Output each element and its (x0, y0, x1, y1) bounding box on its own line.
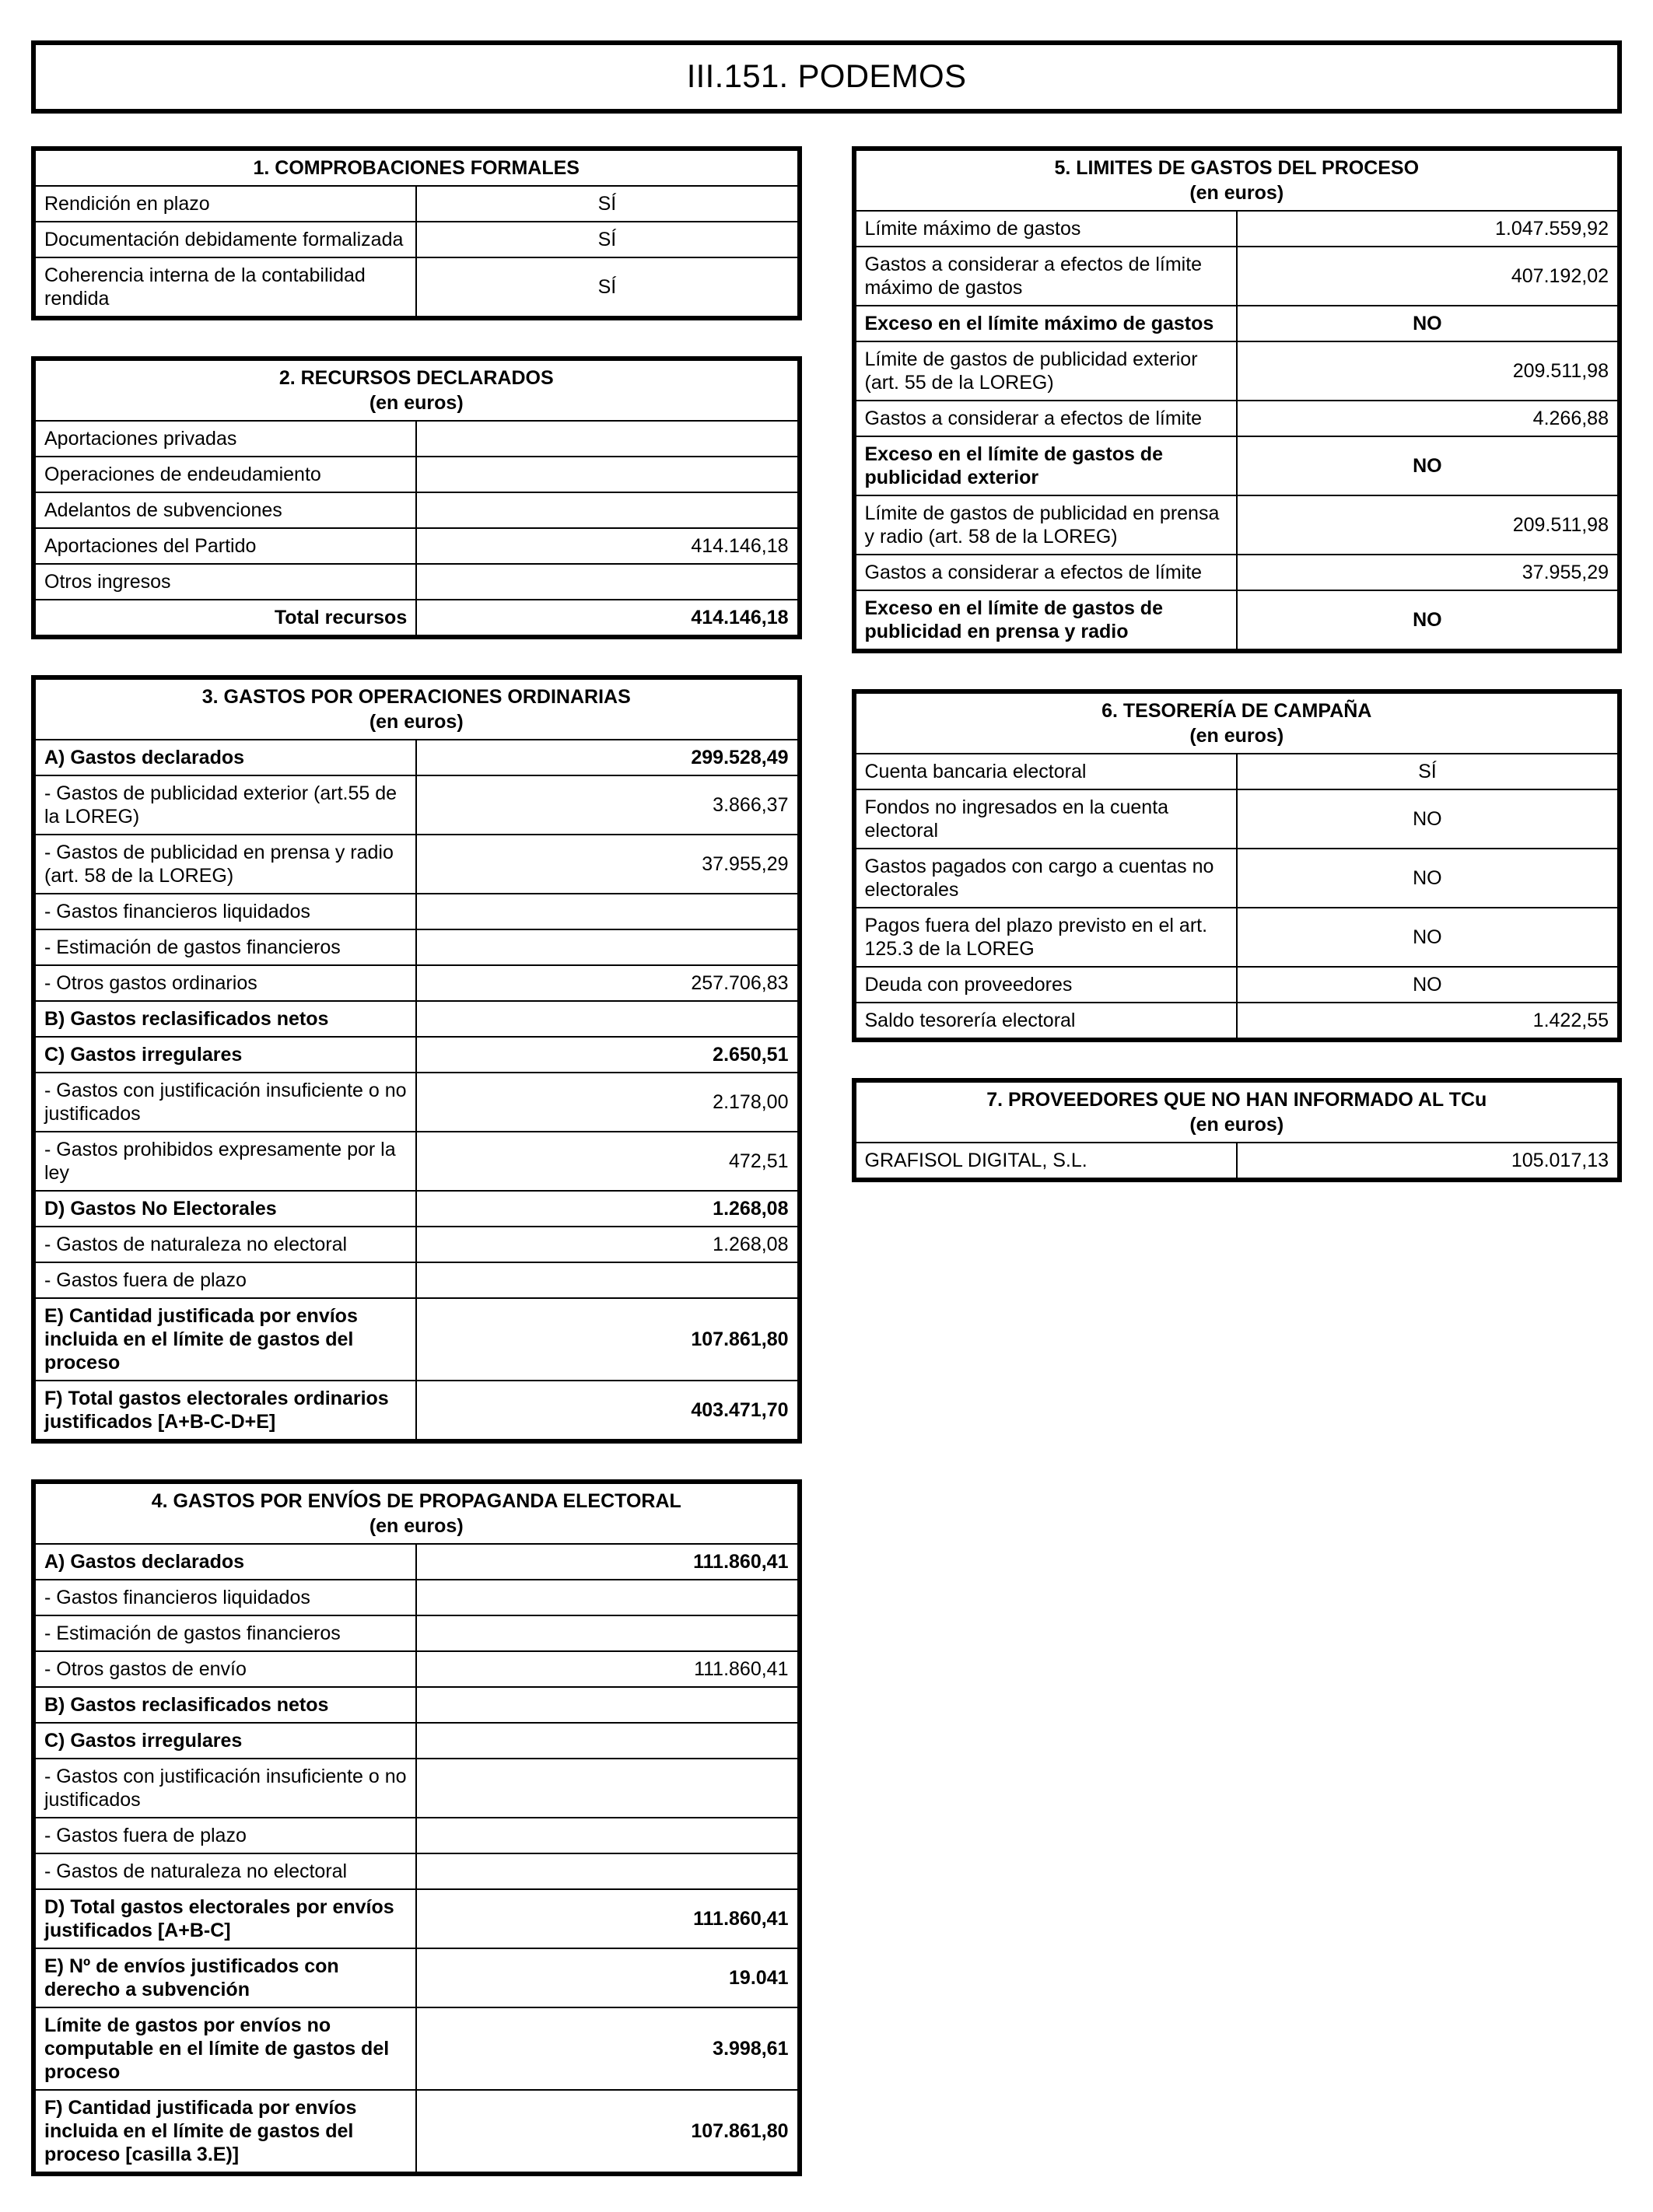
document-page (0, 40, 1653, 2199)
table-row (33, 1818, 800, 1853)
row-label: Pagos fuera del plazo previsto en el art. 125.3 de la LOREG (854, 908, 1237, 967)
table-title-text: 7. PROVEEDORES QUE NO HAN INFORMADO AL TCu (986, 1089, 1487, 1111)
table-title-text: 5. LIMITES DE GASTOS DEL PROCESO (1054, 157, 1420, 179)
row-label: Gastos a considerar a efectos de límite (854, 401, 1237, 436)
table-row (33, 1615, 800, 1651)
row-value: 1.268,08 (416, 1227, 799, 1262)
row-label: Gastos a considerar a efectos de límite (854, 555, 1237, 590)
row-label: D) Gastos No Electorales (33, 1191, 416, 1227)
row-value: 37.955,29 (1237, 555, 1620, 590)
row-value: 4.266,88 (1237, 401, 1620, 436)
table-row (33, 528, 800, 564)
row-label: - Gastos financieros liquidados (33, 1580, 416, 1615)
row-label: - Gastos fuera de plazo (33, 1262, 416, 1298)
table-row (854, 341, 1620, 401)
row-label: Cuenta bancaria electoral (854, 754, 1237, 789)
table-row (33, 1723, 800, 1759)
row-label: Límite de gastos de publicidad exterior (art. 55 de la LOREG) (854, 341, 1237, 401)
table-title-text: 4. GASTOS POR ENVÍOS DE PROPAGANDA ELECTORAL (151, 1490, 681, 1512)
table-header-row (854, 149, 1620, 211)
row-label: Saldo tesorería electoral (854, 1003, 1237, 1040)
row-value: 407.192,02 (1237, 247, 1620, 306)
table-row (33, 1227, 800, 1262)
table-row (33, 740, 800, 775)
table-row (33, 1687, 800, 1723)
table-row (33, 421, 800, 457)
table-row (33, 492, 800, 528)
table-subtitle: (en euros) (369, 392, 464, 414)
row-label: B) Gastos reclasificados netos (33, 1687, 416, 1723)
table-title-text: 3. GASTOS POR OPERACIONES ORDINARIAS (201, 686, 631, 708)
row-value: 209.511,98 (1237, 341, 1620, 401)
table-row (33, 2007, 800, 2090)
table-row (854, 849, 1620, 908)
row-label: F) Cantidad justificada por envíos incluida en el límite de gastos del proceso [casilla 3.E)] (33, 2090, 416, 2174)
table-row (33, 1651, 800, 1687)
row-value: 111.860,41 (416, 1544, 799, 1580)
table-row (33, 1580, 800, 1615)
row-value: NO (1237, 789, 1620, 849)
table-title (33, 1482, 800, 1544)
table-row (33, 965, 800, 1001)
row-label: Total recursos (33, 600, 416, 637)
row-value: 105.017,13 (1237, 1143, 1620, 1180)
table-tesoreria-campana (852, 689, 1623, 1042)
row-value: 2.650,51 (416, 1037, 799, 1073)
row-value: NO (1237, 967, 1620, 1003)
row-label: B) Gastos reclasificados netos (33, 1001, 416, 1037)
row-label: - Estimación de gastos financieros (33, 929, 416, 965)
row-value: SÍ (416, 257, 799, 318)
row-value: 414.146,18 (416, 528, 799, 564)
table-row (854, 495, 1620, 555)
row-value: 299.528,49 (416, 740, 799, 775)
table-row (854, 1143, 1620, 1180)
table-header-row (33, 677, 800, 740)
table-row (854, 401, 1620, 436)
table-limites-gastos-proceso (852, 146, 1623, 653)
row-value (416, 929, 799, 965)
table-row (33, 1759, 800, 1818)
row-label: - Gastos prohibidos expresamente por la ley (33, 1132, 416, 1191)
table-row (33, 1037, 800, 1073)
row-label: Operaciones de endeudamiento (33, 457, 416, 492)
row-label: C) Gastos irregulares (33, 1723, 416, 1759)
table-proveedores-no-informado (852, 1078, 1623, 1182)
row-label: - Gastos fuera de plazo (33, 1818, 416, 1853)
row-label: E) Cantidad justificada por envíos incluida en el límite de gastos del proceso (33, 1298, 416, 1381)
row-value (416, 421, 799, 457)
row-value (416, 1853, 799, 1889)
row-value: 111.860,41 (416, 1651, 799, 1687)
table-title-text: 2. RECURSOS DECLARADOS (278, 367, 554, 389)
row-label: F) Total gastos electorales ordinarios justificados [A+B-C-D+E] (33, 1381, 416, 1441)
row-label: Rendición en plazo (33, 186, 416, 222)
table-header-row (33, 149, 800, 186)
table-row (33, 564, 800, 600)
row-value: 209.511,98 (1237, 495, 1620, 555)
row-value: 37.955,29 (416, 835, 799, 894)
row-label: Deuda con proveedores (854, 967, 1237, 1003)
table-title-text: 6. TESORERÍA DE CAMPAÑA (1101, 700, 1372, 722)
table-title (854, 149, 1620, 211)
row-value: 1.047.559,92 (1237, 211, 1620, 247)
row-label: C) Gastos irregulares (33, 1037, 416, 1073)
row-label: A) Gastos declarados (33, 740, 416, 775)
table-row (33, 457, 800, 492)
row-label: Gastos a considerar a efectos de límite máximo de gastos (854, 247, 1237, 306)
table-subtitle: (en euros) (369, 1515, 464, 1537)
table-header-row (33, 1482, 800, 1544)
table-row (854, 1003, 1620, 1040)
row-value: 2.178,00 (416, 1073, 799, 1132)
row-value: SÍ (1237, 754, 1620, 789)
row-value: 3.866,37 (416, 775, 799, 835)
table-row (33, 257, 800, 318)
table-row (33, 894, 800, 929)
table-row (854, 436, 1620, 495)
left-column (31, 146, 802, 2212)
row-label: Adelantos de subvenciones (33, 492, 416, 528)
table-title (854, 1080, 1620, 1143)
row-value (416, 457, 799, 492)
row-label: - Gastos con justificación insuficiente o no justificados (33, 1759, 416, 1818)
table-row (854, 211, 1620, 247)
table-subtitle: (en euros) (1189, 182, 1284, 204)
row-value: 414.146,18 (416, 600, 799, 637)
row-label: Límite de gastos de publicidad en prensa y radio (art. 58 de la LOREG) (854, 495, 1237, 555)
row-value (416, 492, 799, 528)
row-label: - Otros gastos ordinarios (33, 965, 416, 1001)
row-label: Coherencia interna de la contabilidad rendida (33, 257, 416, 318)
row-value: 3.998,61 (416, 2007, 799, 2090)
table-title (854, 691, 1620, 754)
row-label: - Gastos de publicidad exterior (art.55 de la LOREG) (33, 775, 416, 835)
row-label: - Gastos financieros liquidados (33, 894, 416, 929)
table-subtitle: (en euros) (1189, 1114, 1284, 1136)
row-value (416, 1580, 799, 1615)
row-label: Exceso en el límite de gastos de publicidad en prensa y radio (854, 590, 1237, 651)
table-recursos-declarados (31, 356, 802, 639)
table-subtitle: (en euros) (369, 711, 464, 733)
row-label: Límite de gastos por envíos no computable en el límite de gastos del proceso (33, 2007, 416, 2090)
table-title: 1. COMPROBACIONES FORMALES (33, 149, 800, 186)
row-value: NO (1237, 306, 1620, 341)
table-comprobaciones-formales (31, 146, 802, 320)
table-row (854, 306, 1620, 341)
table-row (33, 1262, 800, 1298)
row-label: Exceso en el límite de gastos de publicidad exterior (854, 436, 1237, 495)
table-header-row (854, 1080, 1620, 1143)
table-row (33, 1001, 800, 1037)
row-label: Aportaciones privadas (33, 421, 416, 457)
table-row (854, 754, 1620, 789)
table-row-total (33, 600, 800, 637)
table-row (854, 967, 1620, 1003)
row-label: - Otros gastos de envío (33, 1651, 416, 1687)
table-gastos-envios-propaganda (31, 1479, 802, 2176)
row-value: SÍ (416, 186, 799, 222)
table-row (33, 1073, 800, 1132)
row-value: 257.706,83 (416, 965, 799, 1001)
table-row (33, 929, 800, 965)
row-label: Documentación debidamente formalizada (33, 222, 416, 257)
row-value (416, 894, 799, 929)
row-value (416, 1759, 799, 1818)
table-row (33, 1544, 800, 1580)
table-title (33, 359, 800, 421)
row-value: NO (1237, 436, 1620, 495)
row-value: NO (1237, 590, 1620, 651)
row-label: Límite máximo de gastos (854, 211, 1237, 247)
row-value: 1.422,55 (1237, 1003, 1620, 1040)
row-label: Gastos pagados con cargo a cuentas no electorales (854, 849, 1237, 908)
table-header-row (854, 691, 1620, 754)
row-value: 19.041 (416, 1948, 799, 2007)
right-column (852, 146, 1623, 1218)
row-label: GRAFISOL DIGITAL, S.L. (854, 1143, 1237, 1180)
table-row (33, 1948, 800, 2007)
row-value: 403.471,70 (416, 1381, 799, 1441)
table-row (854, 590, 1620, 651)
row-label: - Gastos de naturaleza no electoral (33, 1227, 416, 1262)
row-label: - Estimación de gastos financieros (33, 1615, 416, 1651)
table-header-row (33, 359, 800, 421)
row-value (416, 1723, 799, 1759)
row-value: NO (1237, 908, 1620, 967)
row-value (416, 1818, 799, 1853)
row-label: Otros ingresos (33, 564, 416, 600)
table-row (33, 1191, 800, 1227)
row-label: D) Total gastos electorales por envíos justificados [A+B-C] (33, 1889, 416, 1948)
columns-container (31, 146, 1622, 2212)
page-title-box (31, 40, 1622, 114)
table-row (33, 1889, 800, 1948)
row-label: Fondos no ingresados en la cuenta electoral (854, 789, 1237, 849)
row-label: A) Gastos declarados (33, 1544, 416, 1580)
table-row (854, 555, 1620, 590)
row-value: NO (1237, 849, 1620, 908)
row-value: 107.861,80 (416, 1298, 799, 1381)
table-row (33, 1132, 800, 1191)
row-label: E) Nº de envíos justificados con derecho a subvención (33, 1948, 416, 2007)
row-label: Exceso en el límite máximo de gastos (854, 306, 1237, 341)
table-row (33, 186, 800, 222)
row-value: 111.860,41 (416, 1889, 799, 1948)
row-value (416, 1262, 799, 1298)
table-row (854, 908, 1620, 967)
row-label: Aportaciones del Partido (33, 528, 416, 564)
row-value: 1.268,08 (416, 1191, 799, 1227)
table-row (33, 835, 800, 894)
page-title: III.151. PODEMOS (686, 58, 967, 94)
table-row (33, 222, 800, 257)
row-value (416, 1687, 799, 1723)
table-row (33, 1298, 800, 1381)
table-gastos-operaciones-ordinarias (31, 675, 802, 1444)
table-subtitle: (en euros) (1189, 725, 1284, 747)
table-row (33, 775, 800, 835)
row-value (416, 1615, 799, 1651)
table-row (854, 247, 1620, 306)
row-value: SÍ (416, 222, 799, 257)
row-label: - Gastos con justificación insuficiente o no justificados (33, 1073, 416, 1132)
row-value: 472,51 (416, 1132, 799, 1191)
row-value: 107.861,80 (416, 2090, 799, 2174)
row-value (416, 1001, 799, 1037)
table-row (854, 789, 1620, 849)
table-title (33, 677, 800, 740)
row-label: - Gastos de naturaleza no electoral (33, 1853, 416, 1889)
table-row (33, 1853, 800, 1889)
table-row (33, 2090, 800, 2174)
table-row (33, 1381, 800, 1441)
row-label: - Gastos de publicidad en prensa y radio (art. 58 de la LOREG) (33, 835, 416, 894)
row-value (416, 564, 799, 600)
